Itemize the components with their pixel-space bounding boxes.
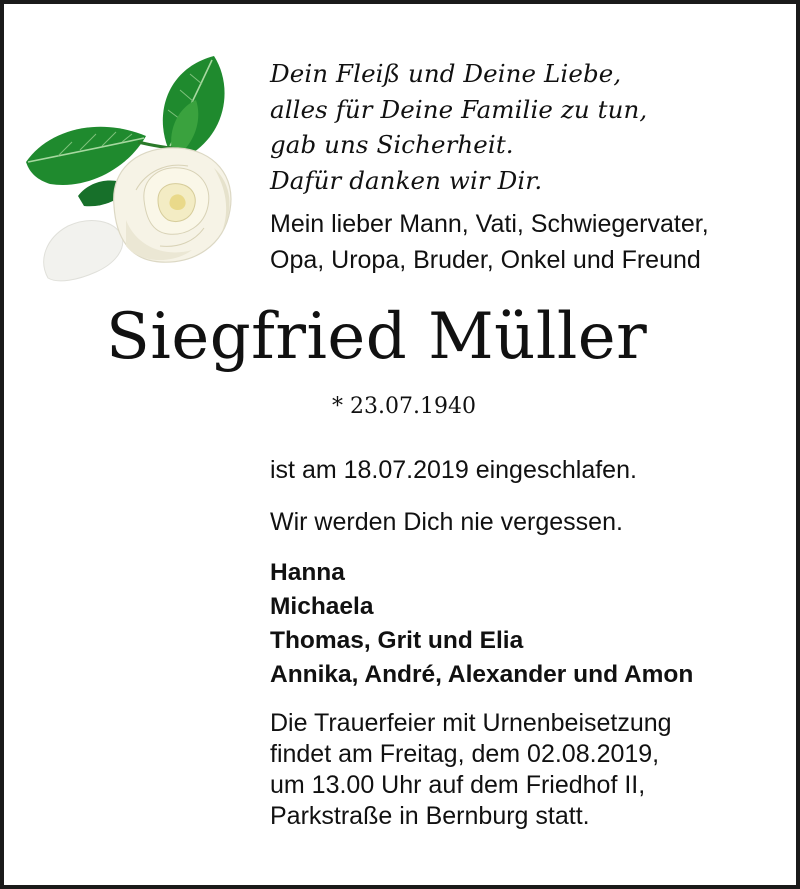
- relation-text: [270, 206, 709, 278]
- service-line: Parkstraße in Bernburg statt.: [270, 802, 590, 830]
- mourner-name: Hanna: [270, 559, 345, 586]
- mourner-name: Annika, André, Alexander und Amon: [270, 661, 694, 688]
- poem-line: alles für Deine Familie zu tun,: [270, 94, 648, 124]
- service-line: findet am Freitag, dem 02.08.2019,: [270, 740, 660, 768]
- deceased-name: Siegfried Müller: [106, 300, 648, 374]
- relation-line: Mein lieber Mann, Vati, Schwiegervater,: [270, 210, 709, 238]
- poem-line: gab uns Sicherheit.: [270, 130, 514, 159]
- service-line: Die Trauerfeier mit Urnenbeisetzung: [270, 709, 672, 737]
- farewell-statement: Wir werden Dich nie vergessen.: [270, 508, 623, 536]
- mourners-list: [270, 556, 693, 692]
- death-statement: ist am 18.07.2019 eingeschlafen.: [270, 456, 637, 484]
- poem-line: Dein Fleiß und Deine Liebe,: [270, 59, 622, 88]
- white-rose-icon: [18, 50, 258, 285]
- service-line: um 13.00 Uhr auf dem Friedhof II,: [270, 771, 646, 799]
- poem-verse: [270, 56, 647, 198]
- funeral-service-info: [270, 708, 672, 832]
- mourner-name: Thomas, Grit und Elia: [270, 627, 524, 654]
- birth-date: * 23.07.1940: [332, 394, 476, 419]
- relation-line: Opa, Uropa, Bruder, Onkel und Freund: [270, 246, 701, 274]
- mourner-name: Michaela: [270, 593, 374, 620]
- poem-line: Dafür danken wir Dir.: [270, 165, 543, 195]
